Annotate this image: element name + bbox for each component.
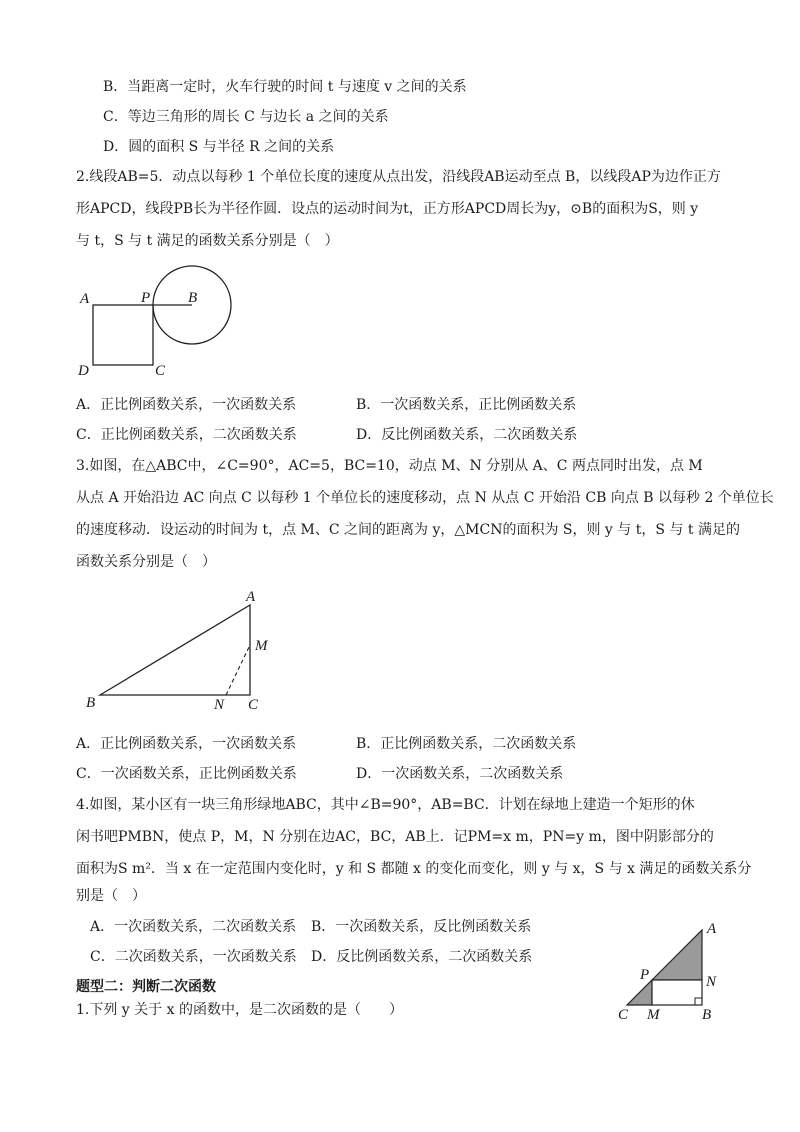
prev-option-c: C．等边三角形的周长 C 与边长 a 之间的关系 xyxy=(103,109,389,125)
q4-option-a: A．一次函数关系，二次函数关系 xyxy=(90,919,297,935)
q2-option-b: B．一次函数关系，正比例函数关系 xyxy=(356,397,577,413)
label-c: C xyxy=(155,363,166,379)
label-m: M xyxy=(255,638,268,654)
label-n: N xyxy=(706,974,717,990)
q3-option-c: C．一次函数关系，正比例函数关系 xyxy=(76,766,297,782)
label-a: A xyxy=(80,291,90,307)
q4-line-2: 闲书吧PMBN，使点 P，M，N 分别在边AC，BC，AB上．记PM=x m，PN=y m，图中阴影部分的 xyxy=(76,829,714,845)
label-m: M xyxy=(647,1007,660,1023)
q2-option-c: C．正比例函数关系，二次函数关系 xyxy=(76,427,297,443)
q2-option-d: D．反比例函数关系，二次函数关系 xyxy=(356,427,578,443)
q2-option-a: A．正比例函数关系，一次函数关系 xyxy=(76,397,297,413)
label-c: C xyxy=(248,697,259,713)
square-apcd xyxy=(93,305,153,365)
label-b: B xyxy=(188,290,198,306)
label-d: D xyxy=(78,363,89,379)
q3-line-1: 3.如图，在△ABC中，∠C=90°，AC=5，BC=10，动点 M、N 分别从 A、C 两点同时出发，点 M xyxy=(76,458,703,474)
prev-option-d: D．圆的面积 S 与半径 R 之间的关系 xyxy=(103,139,335,155)
q2-line-2: 形APCD，线段PB长为半径作圆．设点的运动时间为t，正方形APCD周长为y，⊙B的面积为S，则 y xyxy=(76,201,699,217)
dashed-mn xyxy=(226,645,250,695)
q2-line-1: 2.线段AB=5．动点以每秒 1 个单位长度的速度从点出发，沿线段AB运动至点 B，以线段AP为边作正方 xyxy=(76,169,721,185)
label-p: P xyxy=(141,290,151,306)
q3-line-3: 的速度移动．设运动的时间为 t，点 M、C 之间的距离为 y，△MCN的面积为 S，则 y 与 t，S 与 t 满足的 xyxy=(76,522,740,538)
label-b: B xyxy=(86,695,96,711)
q4-option-d: D．反比例函数关系，二次函数关系 xyxy=(311,949,533,965)
label-b: B xyxy=(702,1007,712,1023)
triangle-abc xyxy=(100,605,250,695)
q3-option-a: A．正比例函数关系，一次函数关系 xyxy=(76,736,297,752)
prev-option-b: B．当距离一定时，火车行驶的时间 t 与速度 v 之间的关系 xyxy=(103,79,467,95)
q2-line-3: 与 t，S 与 t 满足的函数关系分别是（ ） xyxy=(76,233,339,249)
q2-figure xyxy=(70,262,250,382)
q4-line-1: 4.如图，某小区有一块三角形绿地ABC，其中∠B=90°，AB=BC．计划在绿地上建造一个矩形的休 xyxy=(76,797,695,813)
label-a: A xyxy=(707,921,717,937)
q3-line-4: 函数关系分别是（ ） xyxy=(76,554,216,570)
q4-option-b: B．一次函数关系，反比例函数关系 xyxy=(311,919,532,935)
q3-option-d: D．一次函数关系，二次函数关系 xyxy=(356,766,564,782)
label-p: P xyxy=(640,967,650,983)
q3-line-2: 从点 A 开始沿边 AC 向点 C 以每秒 1 个单位长的速度移动，点 N 从点 C 开始沿 CB 向点 B 以每秒 2 个单位长 xyxy=(76,490,774,506)
section-heading: 题型二：判断二次函数 xyxy=(76,979,216,995)
q3-option-b: B．正比例函数关系，二次函数关系 xyxy=(356,736,577,752)
section-q1: 1.下列 y 关于 x 的函数中，是二次函数的是（ ） xyxy=(76,1002,403,1018)
label-c: C xyxy=(618,1007,629,1023)
q4-line-4: 别是（ ） xyxy=(76,888,146,904)
label-n: N xyxy=(214,697,225,713)
shaded-triangle-top xyxy=(652,930,702,980)
label-a: A xyxy=(246,589,256,605)
q3-figure xyxy=(80,585,280,720)
q4-option-c: C．二次函数关系，一次函数关系 xyxy=(90,949,297,965)
q4-line-3: 面积为S m²．当 x 在一定范围内变化时，y 和 S 都随 x 的变化而变化，则 y 与 x，S 与 x 满足的函数关系分 xyxy=(76,861,752,877)
